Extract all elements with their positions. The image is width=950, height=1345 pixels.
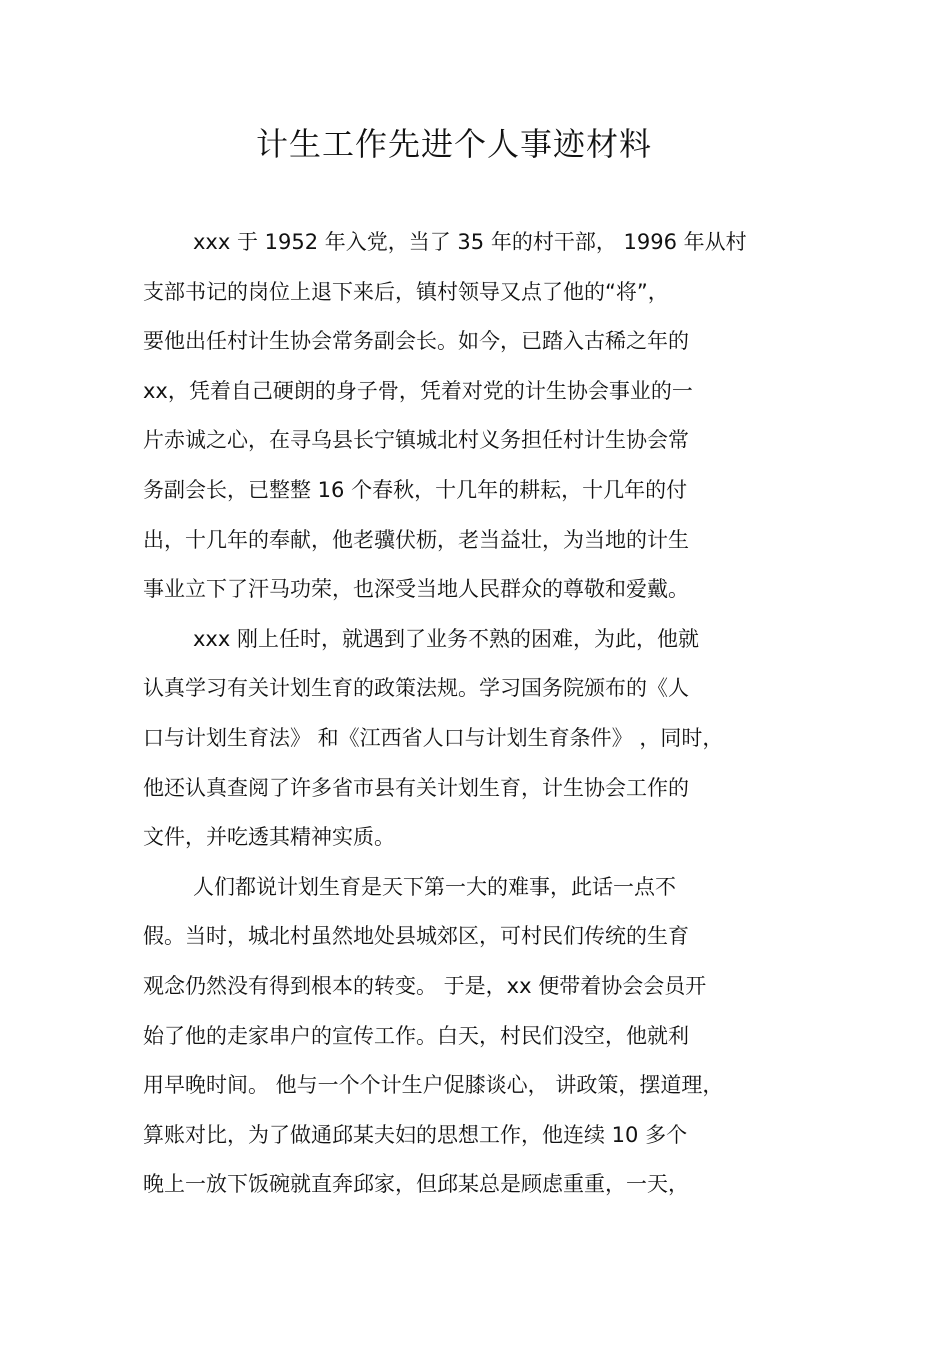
body-text-line: 观念仍然没有得到根本的转变。 于是，xx 便带着协会会员开 xyxy=(143,974,707,998)
body-text-line: 假。当时，城北村虽然地处县城郊区，可村民们传统的生育 xyxy=(143,924,689,949)
body-text-line: xxx 刚上任时，就遇到了业务不熟的困难，为此，他就 xyxy=(193,626,699,651)
body-text-line: 认真学习有关计划生育的政策法规。学习国务院颁布的《人 xyxy=(143,676,689,701)
body-text-line: 出，十几年的奉献，他老骥伏枥，老当益壮，为当地的计生 xyxy=(143,527,689,552)
body-text-line: 片赤诚之心，在寻乌县长宁镇城北村义务担任村计生协会常 xyxy=(143,428,689,453)
body-text-line: 事业立下了汗马功荣，也深受当地人民群众的尊敬和爱戴。 xyxy=(143,577,689,602)
body-text-line: 晚上一放下饭碗就直奔邱家，但邱某总是顾虑重重，一天， xyxy=(143,1172,689,1197)
body-text-line: 口与计划生育法》 和《江西省人口与计划生育条件》 ，同时， xyxy=(143,726,724,750)
body-text-line: 他还认真查阅了许多省市县有关计划生育，计生协会工作的 xyxy=(143,775,689,800)
body-text-line: xxx 于 1952 年入党，当了 35 年的村干部， 1996 年从村 xyxy=(193,230,747,254)
body-text-line: 支部书记的岗位上退下来后，镇村领导又点了他的“将”， xyxy=(143,279,669,304)
body-text-line: 始了他的走家串户的宣传工作。白天，村民们没空，他就利 xyxy=(143,1023,689,1048)
body-text-line: 人们都说计划生育是天下第一大的难事，此话一点不 xyxy=(193,874,676,899)
body-text-line: 务副会长，已整整 16 个春秋，十几年的耕耘，十几年的付 xyxy=(143,478,688,502)
body-text-line: 要他出任村计生协会常务副会长。如今，已踏入古稀之年的 xyxy=(143,329,689,354)
body-text-line: 文件，并吃透其精神实质。 xyxy=(143,825,395,850)
document-title: 计生工作先进个人事迹材料 xyxy=(255,125,652,163)
body-text-line: 算账对比，为了做通邱某夫妇的思想工作，他连续 10 多个 xyxy=(143,1122,688,1147)
body-text-line: 用早晚时间。 他与一个个计生户促膝谈心， 讲政策，摆道理， xyxy=(143,1073,724,1098)
body-text-line: xx，凭着自己硬朗的身子骨，凭着对党的计生协会事业的一 xyxy=(143,378,693,403)
